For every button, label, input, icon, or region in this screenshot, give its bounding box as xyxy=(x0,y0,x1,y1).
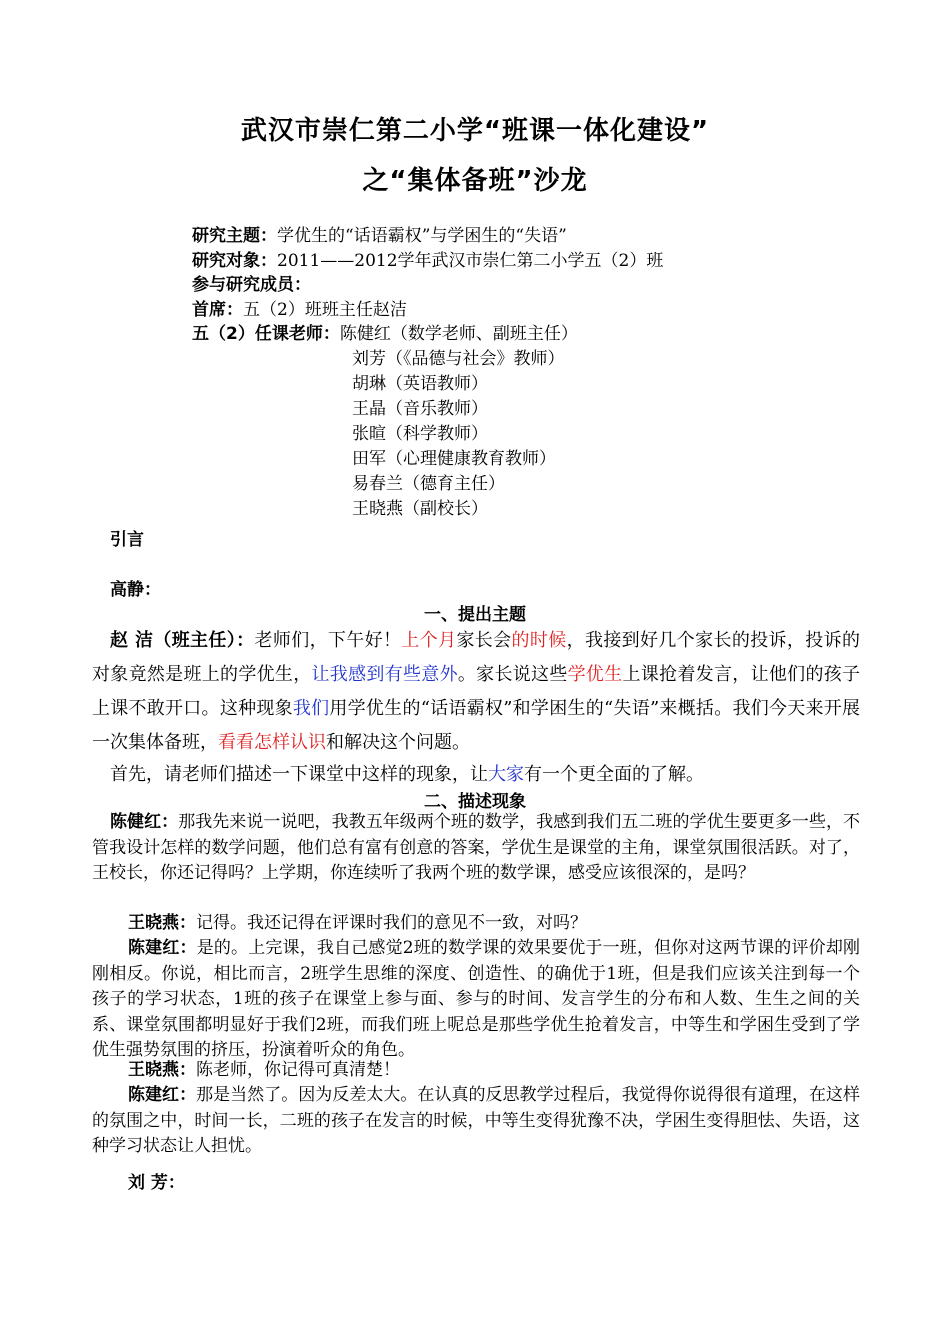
dialogue-text: 是的。上完课，我自己感觉2班的数学课的效果要优于一班，但你对这两节课的评价却刚刚相反。你说，相比而言，2班学生思维的深度、创造性、的确优于1班，但是我们应该关注到每一个孩子的学习状态，1班的孩子在课堂上参与面、参与的时间、发言学生的分布和人数、生生之间的关系、课堂氛围都明显好于我们2班，而我们班上呢总是那些学优生抢着发言，中等生和学困生受到了学优生强势氛围的挤压，扮演着听众的角色。 xyxy=(92,938,860,1060)
chair xyxy=(192,298,407,323)
highlight-red: 的时候 xyxy=(511,630,567,651)
text-run: 首先，请老师们描述一下课堂中这样的现象，让 xyxy=(110,764,488,785)
research-object-label: 研究对象： xyxy=(192,251,277,271)
speaker-zhaojie: 赵 洁（班主任）： xyxy=(110,630,255,651)
document-title-line1: 武汉市崇仁第二小学“班课一体化建设” xyxy=(240,116,710,146)
research-members-label: 参与研究成员： xyxy=(192,275,311,295)
gaojing-label: 高静： xyxy=(110,580,161,600)
speaker-wangxiaoyan: 王晓燕： xyxy=(128,1060,196,1080)
text-run: 。家长说这些 xyxy=(457,664,568,685)
highlight-red: 看看怎样认识 xyxy=(218,732,326,753)
dialogue-text: 那是当然了。因为反差太大。在认真的反思教学过程后，我觉得你说得很有道理，在这样的氛围之中，时间一长，二班的孩子在发言的时候，中等生变得犹豫不决，学困生变得胆怯、失语，这种学习状态让人担忧。 xyxy=(92,1085,861,1156)
highlight-red: 上个月 xyxy=(401,630,457,651)
research-theme-label: 研究主题： xyxy=(192,226,277,246)
teacher-item-5: 田军（心理健康教育教师） xyxy=(352,449,556,469)
dialogue-chenjianhong-1 xyxy=(92,810,860,887)
chair-label: 首席： xyxy=(192,300,243,320)
dialogue-text: 那我先来说一说吧，我教五年级两个班的数学，我感到我们五二班的学优生要更多一些，不管我设计怎样的数学问题，他们总有富有创意的答案，学优生是课堂的主角，课堂氛围很活跃。对了，王校长，你还记得吗？上学期，你连续听了我两个班的数学课，感受应该很深的，是吗？ xyxy=(92,812,860,883)
research-members xyxy=(192,273,311,298)
text-run: 上课抢着发言，让他们的孩子上课不敢开口。这种现象 xyxy=(92,664,861,719)
chair-value: 五（2）班班主任赵洁 xyxy=(243,300,407,320)
teacher-list xyxy=(352,347,565,522)
speaker-wangxiaoyan: 王晓燕： xyxy=(128,913,196,933)
dialogue-text: 记得。我还记得在评课时我们的意见不一致，对吗？ xyxy=(196,913,587,933)
section1-heading: 一、提出主题 xyxy=(424,605,526,625)
teacher-item-6: 易春兰（德育主任） xyxy=(352,474,505,494)
dialogue-text: 陈老师，你记得可真清楚！ xyxy=(196,1060,400,1080)
dialogue-wangxiaoyan-2 xyxy=(92,1058,860,1084)
text-run: 和解决这个问题。 xyxy=(326,732,470,753)
liufang-label: 刘 芳： xyxy=(128,1173,185,1193)
section1-paragraph1 xyxy=(92,624,860,760)
research-object xyxy=(192,249,663,274)
highlight-blue: 我们 xyxy=(292,698,330,719)
highlight-red: 学优生 xyxy=(567,664,623,685)
speaker-chenjianhong: 陈健红： xyxy=(110,812,179,832)
research-theme-value: 学优生的“话语霸权”与学困生的“失语” xyxy=(277,226,567,246)
teacher-item-1: 刘芳（《品德与社会》教师） xyxy=(352,349,565,369)
intro-heading: 引言 xyxy=(110,530,144,550)
highlight-blue: 大家 xyxy=(488,764,524,785)
teacher-item-7: 王晓燕（副校长） xyxy=(352,499,488,519)
dialogue-chenjianhong-3 xyxy=(92,1083,860,1160)
document-title-line2: 之“集体备班”沙龙 xyxy=(362,166,588,196)
speaker-chenjianhong: 陈建红： xyxy=(128,938,197,958)
text-run: 用学优生的“话语霸权”和学困生的“失语”来概括。我们今天来开展一次集体备班， xyxy=(92,698,861,753)
speaker-chenjianhong: 陈建红： xyxy=(128,1085,197,1105)
teachers-label: 五（2）任课老师： xyxy=(192,324,340,344)
dialogue-chenjianhong-2 xyxy=(92,936,860,1064)
text-run: 有一个更全面的了解。 xyxy=(524,764,704,785)
text-run: 老师们，下午好！ xyxy=(254,630,402,651)
teachers-heading xyxy=(192,322,578,347)
teacher-item-2: 胡琳（英语教师） xyxy=(352,374,488,394)
dialogue-wangxiaoyan-1 xyxy=(92,911,860,937)
teacher-item-0: 陈健红（数学老师、副班主任） xyxy=(339,324,578,344)
research-object-value: 2011——2012学年武汉市崇仁第二小学五（2）班 xyxy=(277,251,664,271)
section2-heading: 二、描述现象 xyxy=(424,792,526,812)
research-theme xyxy=(192,224,567,249)
text-run: ，我接到好几个家长的投诉，投诉的对象竟然是班上的学优生， xyxy=(92,630,860,685)
teacher-item-4: 张暄（科学教师） xyxy=(352,424,488,444)
text-run: 家长会 xyxy=(456,630,512,651)
teacher-item-3: 王晶（音乐教师） xyxy=(352,399,488,419)
highlight-blue: 让我感到有些意外 xyxy=(311,664,458,685)
